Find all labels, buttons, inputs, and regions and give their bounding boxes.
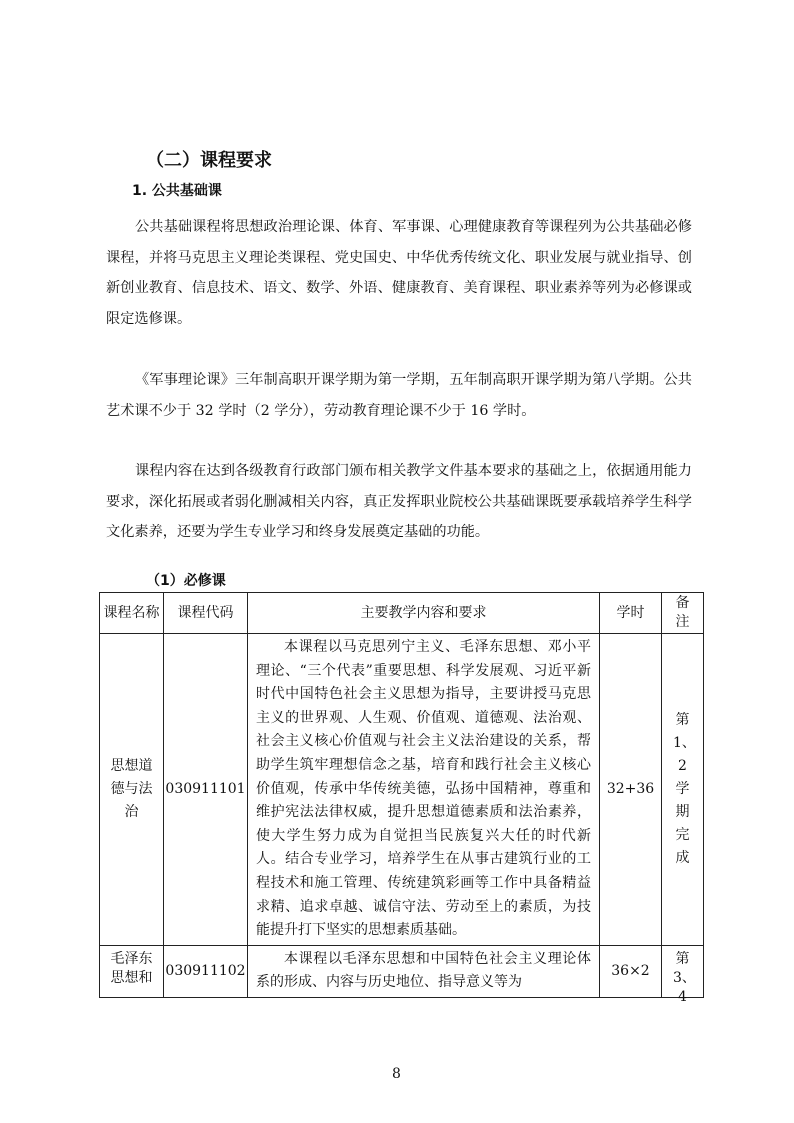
- paragraph-public-courses: 公共基础课程将思想政治理论课、体育、军事课、心理健康教育等课程列为公共基础必修课程，并将马克思主义理论类课程、党史国史、中华优秀传统文化、职业发展与就业指导、创新创业教育、信息技术、语文、数学、外语、健康教育、美育课程、职业素养等列为必修课或限定选修课。: [106, 219, 692, 327]
- header-course-name: 课程名称: [100, 593, 164, 634]
- course-name-cell: [100, 945, 164, 997]
- paragraph-military-theory: 《军事理论课》三年制高职开课学期为第一学期，五年制高职开课学期为第八学期。公共艺术课不少于 32 学时（2 学分），劳动教育理论课不少于 16 学时。: [106, 372, 692, 419]
- course-name-cell: 思想道德与法治: [100, 634, 164, 946]
- course-content-cell: [248, 945, 600, 997]
- course-hours-cell: 32+36: [600, 634, 662, 946]
- header-course-code: 课程代码: [164, 593, 248, 634]
- header-hours: 学时: [600, 593, 662, 634]
- required-courses-heading: （1）必修课: [146, 573, 226, 589]
- course-code-cell: 030911102: [164, 945, 248, 997]
- paragraph-course-content: 课程内容在达到各级教育行政部门颁布相关教学文件基本要求的基础之上，依据通用能力要求，深化拓展或者弱化删减相关内容，真正发挥职业院校公共基础课既要承载培养学生科学文化素养，还要为学生专业学习和终身发展奠定基础的功能。: [106, 463, 692, 540]
- table-header-row: [100, 593, 704, 634]
- header-content: 主要教学内容和要求: [248, 593, 600, 634]
- course-code-cell: 030911101: [164, 634, 248, 946]
- table-row: [100, 945, 704, 997]
- page-number: 8: [392, 1066, 401, 1082]
- course-note-cell: 第1、2学期完成: [662, 634, 704, 946]
- required-courses-table: [99, 592, 704, 1005]
- header-note: 备注: [662, 593, 704, 634]
- course-content-text: 本课程以毛泽东思想和中国特色社会主义理论体系的形成、内容与历史地位、指导意义等为: [256, 950, 591, 991]
- course-note-cell: [662, 945, 704, 1005]
- section-heading: （二）课程要求: [146, 150, 272, 171]
- course-note-text: 第3、4: [673, 950, 696, 1005]
- course-name-text: 毛泽东思想和: [110, 950, 153, 986]
- table-row: [100, 634, 704, 946]
- subsection-heading: 1. 公共基础课: [132, 183, 222, 199]
- course-content-cell: 本课程以马克思列宁主义、毛泽东思想、邓小平理论、“三个代表”重要思想、科学发展观、习近平新时代中国特色社会主义思想为指导，主要讲授马克思主义的世界观、人生观、价值观、道德观、法治观、社会主义核心价值观与社会主义法治建设的关系，帮助学生筑牢理想信念之基，培育和践行社会主义核心价值观，传承中华传统美德，弘扬中国精神，尊重和维护宪法法律权威，提升思想道德素质和法治素养，使大学生努力成为自觉担当民族复兴大任的时代新人。结合专业学习，培养学生在从事古建筑行业的工程技术和施工管理、传统建筑彩画等工作中具备精益求精、追求卓越、诚信守法、劳动至上的素质，为技能提升打下坚实的思想素质基础。: [248, 634, 600, 946]
- course-hours-cell: 36×2: [600, 945, 662, 997]
